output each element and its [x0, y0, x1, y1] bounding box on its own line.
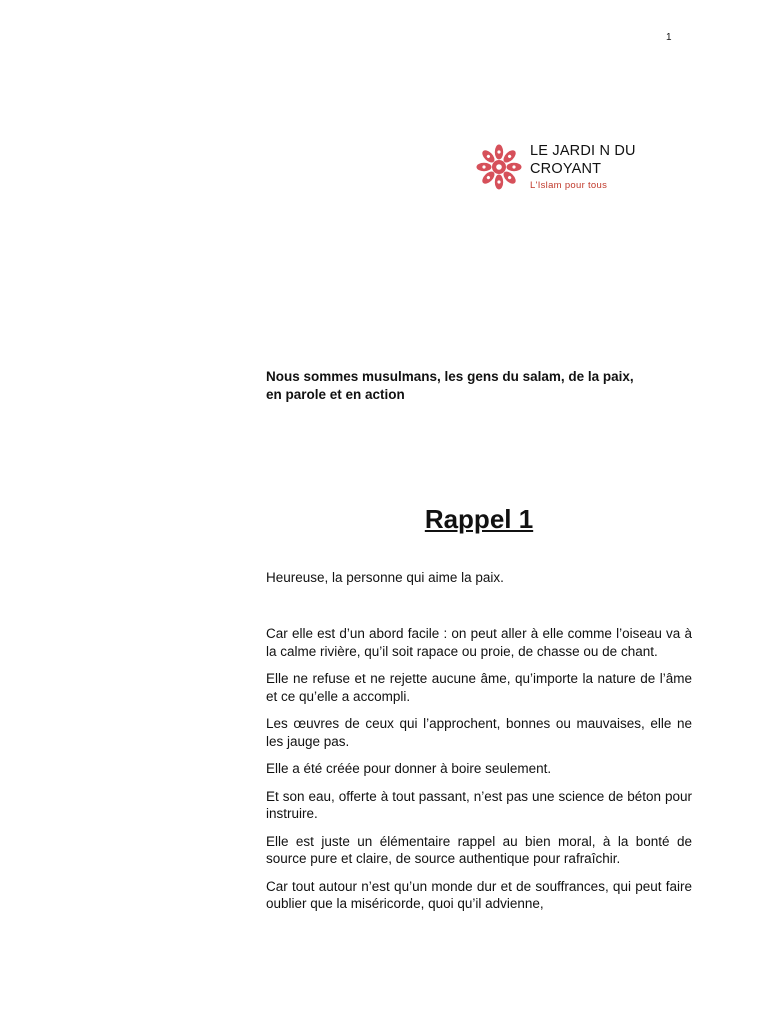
logo-tagline: L'Islam pour tous	[530, 180, 608, 191]
paragraph: Elle a été créée pour donner à boire seulement.	[266, 761, 552, 776]
intro-paragraph: Heureuse, la personne qui aime la paix.	[266, 570, 504, 585]
paragraph: Les œuvres de ceux qui l’approchent, bonnes ou mauvaises, elle ne les jauge pas.	[266, 716, 692, 749]
page-number: 1	[666, 32, 672, 43]
paragraph: Elle est juste un élémentaire rappel au bien moral, à la bonté de source pure et claire, de source authentique pour rafraîchir.	[266, 833, 692, 866]
logo-title-line2: CROYANT	[530, 161, 602, 177]
paragraph: Car elle est d’un abord facile : on peut aller à elle comme l’oiseau va à la calme rivière, qu’il soit rapace ou proie, de chasse ou de chant.	[266, 626, 692, 659]
paragraph: Et son eau, offerte à tout passant, n’est pas une science de béton pour instruire.	[266, 788, 692, 821]
paragraph: Elle ne refuse et ne rejette aucune âme, qu’importe la nature de l’âme et ce qu’elle a accompli.	[266, 671, 692, 704]
logo	[474, 142, 694, 192]
subtitle-line2: en parole et en action	[266, 387, 405, 402]
logo-text	[530, 142, 636, 191]
logo-title-line1: LE JARDI N DU	[530, 143, 636, 159]
paragraph: Car tout autour n’est qu’un monde dur et de souffrances, qui peut faire oublier que la miséricorde, quoi qu’il advienne,	[266, 878, 692, 911]
subtitle	[266, 368, 706, 404]
rosette-icon	[474, 142, 524, 192]
page-title: Rappel 1	[424, 504, 534, 534]
subtitle-line1: Nous sommes musulmans, les gens du salam, de la paix,	[266, 369, 634, 384]
body-text	[266, 625, 692, 923]
